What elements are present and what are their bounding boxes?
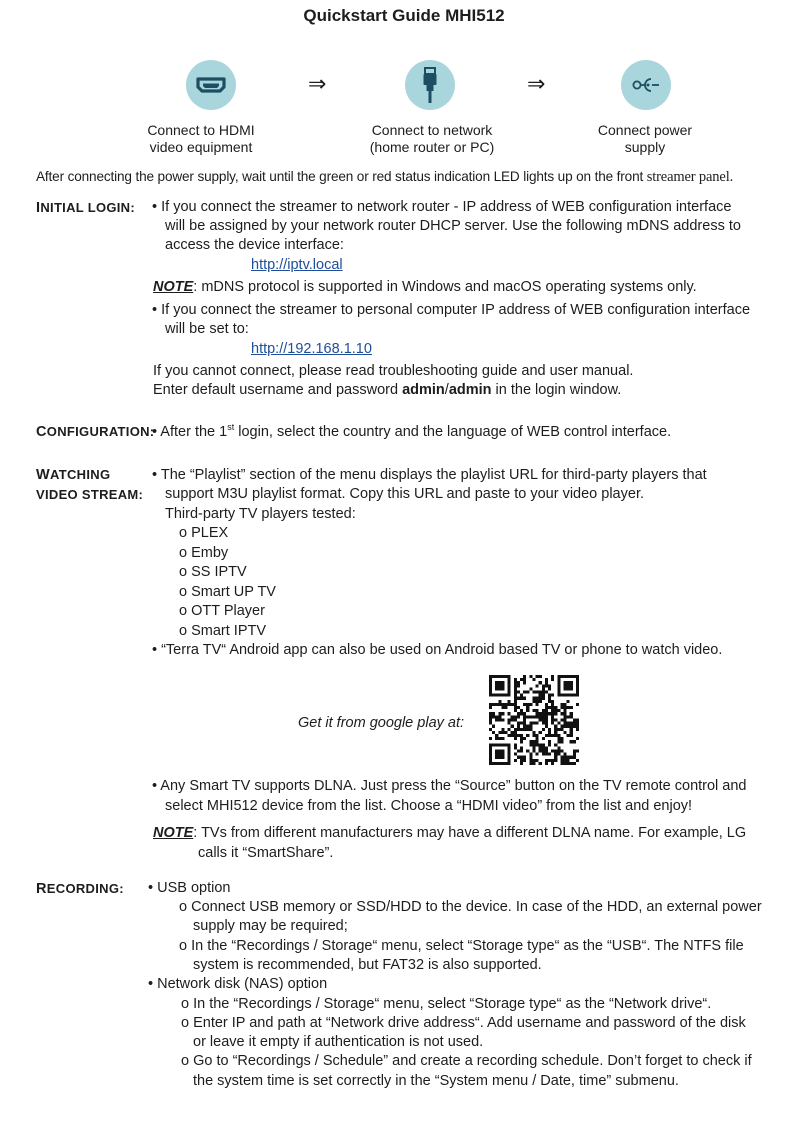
paragraph: If you cannot connect, please read troubleshooting guide and user manual.: [153, 363, 634, 379]
list-item: Third-party TV players tested:: [165, 506, 356, 522]
list-item: • After the 1st login, select the country and the language of WEB control interface.: [152, 422, 672, 440]
paragraph: Enter default username and password admin/admin in the login window.: [153, 382, 622, 398]
list-item: system is recommended, but FAT32 is also supported.: [193, 957, 542, 973]
section-heading-recording: RECORDING:: [36, 881, 124, 897]
player-item: o Emby: [179, 545, 229, 561]
list-item: support M3U playlist format. Copy this URL and paste to your video player.: [165, 486, 644, 502]
list-item: o Connect USB memory or SSD/HDD to the device. In case of the HDD, an external power: [179, 899, 762, 915]
qr-label: Get it from google play at:: [298, 715, 465, 731]
list-item: o In the “Recordings / Storage“ menu, select “Storage type“ as the “Network drive“.: [181, 996, 712, 1012]
step-network-label: Connect to network (home router or PC): [369, 122, 495, 155]
note-dlna: NOTE: TVs from different manufacturers may have a different DLNA name. For example, LG: [153, 825, 747, 841]
list-item: • Network disk (NAS) option: [148, 976, 328, 992]
network-cable-icon: [405, 60, 455, 110]
arrow-right-icon: ⇒: [527, 72, 546, 97]
mdns-link[interactable]: http://iptv.local: [251, 257, 343, 273]
list-item: access the device interface:: [165, 237, 344, 253]
list-item: • “Terra TV“ Android app can also be used on Android based TV or phone to watch video.: [152, 642, 723, 658]
list-item: or leave it empty if authentication is not used.: [193, 1034, 484, 1050]
list-item: will be set to:: [165, 321, 249, 337]
power-plug-icon: [621, 60, 671, 110]
intro-text: After connecting the power supply, wait until the green or red status indication LED lights up on the front streamer panel.: [36, 169, 734, 185]
note-mdns: NOTE: mDNS protocol is supported in Windows and macOS operating systems only.: [153, 279, 697, 295]
arrow-right-icon: ⇒: [308, 72, 327, 97]
list-item: the system time is set correctly in the “System menu / Date, time” submenu.: [193, 1073, 679, 1089]
player-item: o Smart IPTV: [179, 623, 267, 639]
note-dlna-cont: calls it “SmartShare”.: [198, 845, 334, 861]
section-heading-initial-login: INITIAL LOGIN:: [36, 200, 135, 216]
step-power-label: Connect power supply: [597, 122, 693, 155]
section-heading-configuration: CONFIGURATION:: [36, 424, 155, 440]
player-item: o Smart UP TV: [179, 584, 276, 600]
list-item: • USB option: [148, 880, 231, 896]
player-item: o PLEX: [179, 525, 229, 541]
list-item: select MHI512 device from the list. Choose a “HDMI video” from the list and enjoy!: [165, 798, 693, 814]
list-item: • The “Playlist” section of the menu displays the playlist URL for third-party players that: [152, 467, 707, 483]
page-title: Quickstart Guide MHI512: [303, 6, 505, 25]
list-item: o In the “Recordings / Storage“ menu, select “Storage type“ as the “USB“. The NTFS file: [179, 938, 744, 954]
hdmi-icon: [186, 60, 236, 110]
list-item: • If you connect the streamer to network router - IP address of WEB configuration interface: [152, 199, 732, 215]
list-item: o Go to “Recordings / Schedule” and create a recording schedule. Don’t forget to check if: [181, 1053, 752, 1069]
step-hdmi-label: Connect to HDMI video equipment: [147, 122, 255, 155]
list-item: o Enter IP and path at “Network drive address“. Add username and password of the disk: [181, 1015, 746, 1031]
ip-link[interactable]: http://192.168.1.10: [251, 341, 372, 357]
player-item: o SS IPTV: [179, 564, 247, 580]
list-item: supply may be required;: [193, 918, 348, 934]
list-item: • If you connect the streamer to personal computer IP address of WEB configuration interface: [152, 302, 751, 318]
player-item: o OTT Player: [179, 603, 265, 619]
section-heading-watching: WATCHING VIDEO STREAM:: [36, 467, 144, 502]
list-item: • Any Smart TV supports DLNA. Just press the “Source” button on the TV remote control and: [152, 778, 747, 794]
list-item: will be assigned by your network router DHCP server. Use the following mDNS address to: [165, 218, 741, 234]
qr-code[interactable]: [489, 675, 579, 765]
